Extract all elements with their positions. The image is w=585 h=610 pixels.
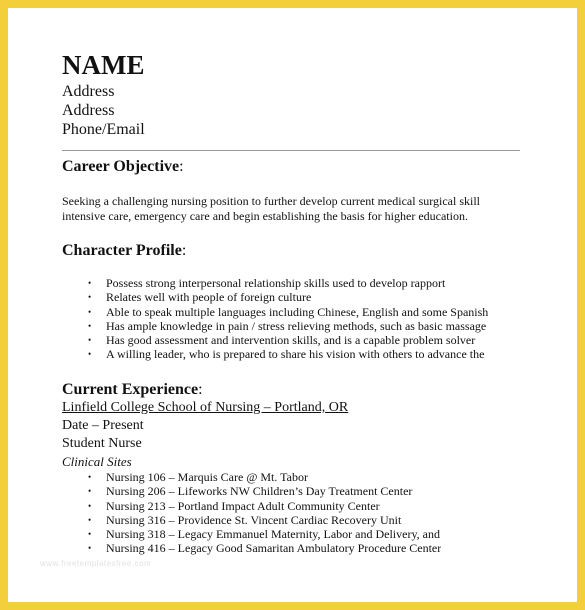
list-item xyxy=(86,484,441,498)
current-experience-heading xyxy=(62,380,203,399)
bullet-icon: • xyxy=(88,514,92,525)
bullet-icon: • xyxy=(88,349,92,360)
character-profile-title: Character Profile xyxy=(62,242,182,259)
profile-item-text: A willing leader, who is prepared to share his vision with others to advance the xyxy=(106,347,485,362)
header-divider xyxy=(62,150,520,151)
career-objective-colon: : xyxy=(179,158,184,175)
bullet-icon: • xyxy=(88,292,92,303)
site-item-text: Nursing 416 – Legacy Good Samaritan Ambulatory Procedure Center xyxy=(106,541,442,556)
profile-item-text: Possess strong interpersonal relationship skills used to develop rapport xyxy=(106,276,446,290)
bullet-icon: • xyxy=(88,543,92,554)
address-line-1: Address xyxy=(62,83,115,100)
clinical-sites-list xyxy=(86,470,441,556)
bullet-icon: • xyxy=(88,500,92,511)
list-item xyxy=(86,513,441,527)
list-item xyxy=(86,290,526,304)
list-item xyxy=(86,470,441,484)
profile-item-text: Has good assessment and intervention skills, and is a capable problem solver xyxy=(106,333,476,348)
list-item xyxy=(86,541,441,555)
date-line: Date – Present xyxy=(62,418,144,433)
objective-line-1: Seeking a challenging nursing position to further develop current medical surgical skill xyxy=(62,194,481,208)
career-objective-heading xyxy=(62,157,184,176)
institution-line: Linfield College School of Nursing – Portland, OR xyxy=(62,400,349,415)
resume-name: NAME xyxy=(62,50,145,80)
profile-item-text: Relates well with people of foreign culture xyxy=(106,290,312,305)
watermark: www.freetemplatesfree.com xyxy=(40,559,152,568)
bullet-icon: • xyxy=(88,486,92,497)
profile-item-text: Able to speak multiple languages including Chinese, English and some Spanish xyxy=(106,304,489,319)
list-item xyxy=(86,347,526,361)
site-item-text: Nursing 316 – Providence St. Vincent Cardiac Recovery Unit xyxy=(106,512,402,527)
site-item-text: Nursing 206 – Lifeworks NW Children’s Day Treatment Center xyxy=(106,484,413,499)
site-item-text: Nursing 213 – Portland Impact Adult Community Center xyxy=(106,498,380,513)
list-item xyxy=(86,499,441,513)
resume-sheet xyxy=(8,8,577,602)
bullet-icon: • xyxy=(88,320,92,331)
list-item xyxy=(86,319,526,333)
site-item-text: Nursing 106 – Marquis Care @ Mt. Tabor xyxy=(106,470,308,484)
list-item xyxy=(86,305,526,319)
profile-item-text: Has ample knowledge in pain / stress relieving methods, such as basic massage xyxy=(106,318,487,333)
bullet-icon: • xyxy=(88,278,92,288)
objective-line-2: intensive care, emergency care and begin establishing the basis for higher education. xyxy=(62,209,468,223)
list-item xyxy=(86,527,441,541)
site-item-text: Nursing 318 – Legacy Emmanuel Maternity, Labor and Delivery, and xyxy=(106,527,441,542)
address-line-2: Address xyxy=(62,102,115,119)
current-experience-colon: : xyxy=(198,381,203,398)
current-experience-title: Current Experience xyxy=(62,381,199,398)
list-item xyxy=(86,276,526,290)
character-profile-colon: : xyxy=(181,242,187,259)
profile-list xyxy=(86,276,526,362)
bullet-icon: • xyxy=(88,472,92,482)
bullet-icon: • xyxy=(88,335,92,346)
career-objective-title: Career Objective xyxy=(62,158,180,175)
clinical-sites-label: Clinical Sites xyxy=(62,454,132,469)
bullet-icon: • xyxy=(88,306,92,317)
character-profile-heading xyxy=(62,241,186,260)
bullet-icon: • xyxy=(88,529,92,540)
contact-line: Phone/Email xyxy=(62,121,145,138)
role-line: Student Nurse xyxy=(62,436,142,451)
list-item xyxy=(86,333,526,347)
